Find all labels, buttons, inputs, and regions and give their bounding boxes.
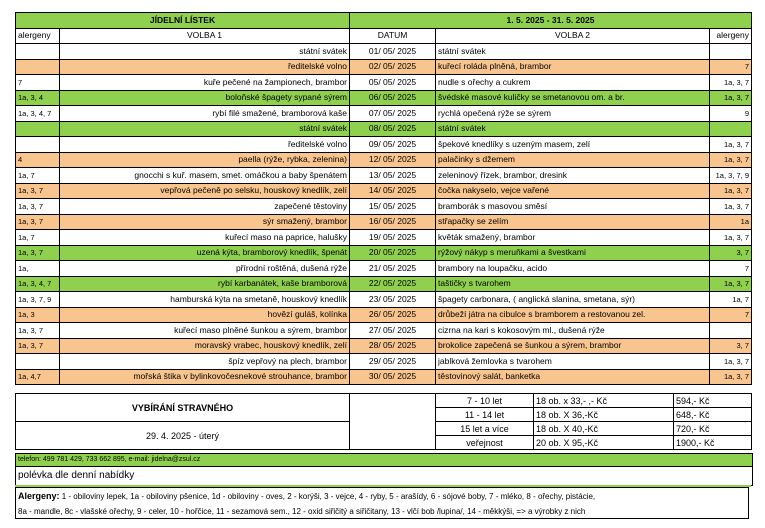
option1-cell: zapečené těstoviny xyxy=(60,199,350,215)
option1-cell: vepřová pečeně po selsku, houskový knedlík, zelí xyxy=(60,183,350,199)
option2-cell: státní svátek xyxy=(436,44,710,60)
allergen-line1: 1 - obiloviny lepek, 1a - obiloviny pšenice, 1d - obiloviny - oves, 2 - korýši, 3 - vejce, 4 - ryby, 5 - arašídy, 6 - sójové boby, 7 - mléko, 8 - ořechy, pistácie, xyxy=(59,492,596,501)
date-cell: 12/ 05/ 2025 xyxy=(350,152,436,168)
allergens-left-cell: 1a, 3, 7 xyxy=(16,323,60,339)
date-cell: 02/ 05/ 2025 xyxy=(350,59,436,75)
allergens-left-cell: 1a, 3, 7 xyxy=(16,199,60,215)
menu-row xyxy=(16,214,752,230)
date-cell: 16/ 05/ 2025 xyxy=(350,214,436,230)
menu-row xyxy=(16,261,752,277)
col-allergens-right: alergeny xyxy=(710,28,752,44)
allergens-left-cell: 7 xyxy=(16,75,60,91)
option1-cell: hovězí guláš, kolínka xyxy=(60,307,350,323)
option2-cell: jablková žemlovka s tvarohem xyxy=(436,354,710,370)
price-calc: 18 ob. X 40,-Kč xyxy=(534,422,674,436)
date-cell: 05/ 05/ 2025 xyxy=(350,75,436,91)
menu-period: 1. 5. 2025 - 31. 5. 2025 xyxy=(350,13,752,29)
contact-line: telefon: 499 781 429, 733 662 895, e-mail: jidelna@zsul.cz xyxy=(15,453,753,467)
allergens-right-cell: 1a, 3, 7 xyxy=(710,199,752,215)
allergen-legend xyxy=(15,487,749,519)
price-total: 648,- Kč xyxy=(674,408,752,422)
option1-cell: sýr smažený, brambor xyxy=(60,214,350,230)
option1-cell: paella (rýže, rybka, zelenina) xyxy=(60,152,350,168)
menu-row xyxy=(16,137,752,153)
option1-cell: ředitelské volno xyxy=(60,59,350,75)
date-cell: 08/ 05/ 2025 xyxy=(350,121,436,137)
allergens-left-cell xyxy=(16,121,60,137)
menu-row xyxy=(16,199,752,215)
date-cell: 22/ 05/ 2025 xyxy=(350,276,436,292)
option1-cell: hamburská kýta na smetaně, houskový knedlík xyxy=(60,292,350,308)
price-group: veřejnost xyxy=(436,436,534,450)
allergens-left-cell: 1a, 3, 7 xyxy=(16,338,60,354)
allergens-left-cell: 1a, 3, 4, 7 xyxy=(16,276,60,292)
date-cell: 01/ 05/ 2025 xyxy=(350,44,436,60)
date-cell: 06/ 05/ 2025 xyxy=(350,90,436,106)
allergen-label: Alergeny: xyxy=(18,491,60,501)
allergens-right-cell: 7 xyxy=(710,261,752,277)
allergens-right-cell xyxy=(710,44,752,60)
allergens-right-cell xyxy=(710,121,752,137)
allergens-right-cell: 7 xyxy=(710,59,752,75)
option1-cell: moravský vrabec, houskový knedlík, zelí xyxy=(60,338,350,354)
date-cell: 14/ 05/ 2025 xyxy=(350,183,436,199)
allergens-right-cell: 3, 7 xyxy=(710,245,752,261)
allergens-right-cell: 1a xyxy=(710,214,752,230)
allergens-left-cell: 4 xyxy=(16,152,60,168)
price-group: 7 - 10 let xyxy=(436,394,534,408)
option2-cell: špagety carbonara, ( anglická slanina, smetana, sýr) xyxy=(436,292,710,308)
option1-cell: kuře pečené na žampionech, brambor xyxy=(60,75,350,91)
allergens-right-cell: 1a, 3, 7 xyxy=(710,183,752,199)
allergens-right-cell: 1a, 3, 7 xyxy=(710,230,752,246)
allergens-left-cell: 1a, 7 xyxy=(16,230,60,246)
date-cell: 20/ 05/ 2025 xyxy=(350,245,436,261)
col-option2: VOLBA 2 xyxy=(436,28,710,44)
menu-row xyxy=(16,152,752,168)
allergens-left-cell: 1a, 3, 4, 7 xyxy=(16,106,60,122)
date-cell: 21/ 05/ 2025 xyxy=(350,261,436,277)
option1-cell: špíz vepřový na plech, brambor xyxy=(60,354,350,370)
menu-row xyxy=(16,75,752,91)
allergens-right-cell: 1a, 3, 7 xyxy=(710,75,752,91)
allergens-left-cell: 1a, 3, 7 xyxy=(16,183,60,199)
allergens-left-cell: 1a, 3, 7 xyxy=(16,245,60,261)
option1-cell: kuřecí maso na paprice, halušky xyxy=(60,230,350,246)
date-cell: 19/ 05/ 2025 xyxy=(350,230,436,246)
title-row xyxy=(16,13,752,29)
price-calc: 20 ob. X 95,-Kč xyxy=(534,436,674,450)
option1-cell: rybí karbanátek, kaše bramborová xyxy=(60,276,350,292)
option1-cell: kuřecí maso plněné šunkou a sýrem, brambor xyxy=(60,323,350,339)
allergens-right-cell: 1a, 3, 7 xyxy=(710,137,752,153)
menu-row xyxy=(16,323,752,339)
option1-cell: ředitelské volno xyxy=(60,137,350,153)
option2-cell: květák smažený, brambor xyxy=(436,230,710,246)
date-cell: 27/ 05/ 2025 xyxy=(350,323,436,339)
option2-cell: čočka nakyselo, vejce vařené xyxy=(436,183,710,199)
date-cell: 29/ 05/ 2025 xyxy=(350,354,436,370)
option2-cell: drůbeží játra na cibulce s bramborem a restovanou zel. xyxy=(436,307,710,323)
allergens-left-cell: 1a, xyxy=(16,261,60,277)
option1-cell: státní svátek xyxy=(60,44,350,60)
option1-cell: uzená kýta, bramborový knedlík, špenát xyxy=(60,245,350,261)
selection-price-table xyxy=(15,393,752,450)
price-spacer xyxy=(350,394,436,450)
menu-row xyxy=(16,230,752,246)
option2-cell: rýžový nákyp s meruňkami a švestkami xyxy=(436,245,710,261)
menu-row xyxy=(16,121,752,137)
allergens-left-cell: 1a, 3, 7, 9 xyxy=(16,292,60,308)
option2-cell: státní svátek xyxy=(436,121,710,137)
menu-row xyxy=(16,44,752,60)
menu-row xyxy=(16,90,752,106)
allergens-left-cell xyxy=(16,354,60,370)
menu-row xyxy=(16,168,752,184)
date-cell: 23/ 05/ 2025 xyxy=(350,292,436,308)
option2-cell: rychlá opečená rýže se sýrem xyxy=(436,106,710,122)
price-calc: 18 ob. x 33,- ,- Kč xyxy=(534,394,674,408)
option1-cell: gnocchi s kuř. masem, smet. omáčkou a baby špenátem xyxy=(60,168,350,184)
date-cell: 07/ 05/ 2025 xyxy=(350,106,436,122)
menu-row xyxy=(16,354,752,370)
menu-row xyxy=(16,307,752,323)
option2-cell: špekové knedlíky s uzeným masem, zelí xyxy=(436,137,710,153)
allergens-left-cell xyxy=(16,137,60,153)
selection-label: VYBÍRÁNÍ STRAVNÉHO xyxy=(16,394,350,422)
price-total: 594,- Kč xyxy=(674,394,752,408)
option2-cell: brambory na loupačku, acido xyxy=(436,261,710,277)
col-allergens-left: alergeny xyxy=(16,28,60,44)
date-cell: 13/ 05/ 2025 xyxy=(350,168,436,184)
menu-row xyxy=(16,276,752,292)
allergens-right-cell: 9 xyxy=(710,106,752,122)
date-cell: 28/ 05/ 2025 xyxy=(350,338,436,354)
option1-cell: státní svátek xyxy=(60,121,350,137)
allergens-left-cell xyxy=(16,44,60,60)
option2-cell: cizrna na kari s kokosovým ml., dušená rýže xyxy=(436,323,710,339)
option2-cell: taštičky s tvarohem xyxy=(436,276,710,292)
option1-cell: boloňské špagety sypané sýrem xyxy=(60,90,350,106)
option2-cell: bramborák s masovou směsí xyxy=(436,199,710,215)
menu-row xyxy=(16,59,752,75)
option2-cell: zeleninový řízek, brambor, dresink xyxy=(436,168,710,184)
menu-row xyxy=(16,292,752,308)
option1-cell: mořská štika v bylinkovočesnekové strouhance, brambor xyxy=(60,369,350,385)
allergens-right-cell: 1a, 3, 7 xyxy=(710,152,752,168)
allergens-right-cell: 1a, 3, 7 xyxy=(710,369,752,385)
option2-cell: palačinky s džemem xyxy=(436,152,710,168)
menu-sheet xyxy=(15,12,751,385)
price-total: 1900,- Kč xyxy=(674,436,752,450)
option1-cell: rybí filé smažené, bramborová kaše xyxy=(60,106,350,122)
date-cell: 09/ 05/ 2025 xyxy=(350,137,436,153)
menu-row xyxy=(16,338,752,354)
allergens-right-cell: 1a, 3, 7 xyxy=(710,276,752,292)
option2-cell: kuřecí roláda plněná, brambor xyxy=(436,59,710,75)
col-option1: VOLBA 1 xyxy=(60,28,350,44)
option2-cell: těstovinový salát, banketka xyxy=(436,369,710,385)
menu-row xyxy=(16,183,752,199)
option1-cell: přírodní roštěná, dušená rýže xyxy=(60,261,350,277)
selection-date: 29. 4. 2025 - úterý xyxy=(16,422,350,450)
allergens-right-cell: 1a, 3, 7 xyxy=(710,90,752,106)
allergens-right-cell xyxy=(710,323,752,339)
bottom-section xyxy=(15,393,751,450)
price-total: 720,- Kč xyxy=(674,422,752,436)
allergens-left-cell: 1a, 3, 4 xyxy=(16,90,60,106)
menu-title: JÍDELNÍ LÍSTEK xyxy=(16,13,350,29)
col-date: DATUM xyxy=(350,28,436,44)
allergens-left-cell xyxy=(16,59,60,75)
option2-cell: střapačky se zelím xyxy=(436,214,710,230)
menu-row xyxy=(16,369,752,385)
header-row xyxy=(16,28,752,44)
allergens-left-cell: 1a, 4,7 xyxy=(16,369,60,385)
allergens-right-cell: 7 xyxy=(710,307,752,323)
date-cell: 30/ 05/ 2025 xyxy=(350,369,436,385)
price-calc: 18 ob. X 36,-Kč xyxy=(534,408,674,422)
allergens-left-cell: 1a, 3 xyxy=(16,307,60,323)
allergens-left-cell: 1a, 7 xyxy=(16,168,60,184)
menu-row xyxy=(16,245,752,261)
option2-cell: nudle s ořechy a cukrem xyxy=(436,75,710,91)
allergens-right-cell: 1a, 3, 7 xyxy=(710,354,752,370)
date-cell: 26/ 05/ 2025 xyxy=(350,307,436,323)
allergens-right-cell: 1a, 3, 7, 9 xyxy=(710,168,752,184)
date-cell: 15/ 05/ 2025 xyxy=(350,199,436,215)
allergens-right-cell: 3, 7 xyxy=(710,338,752,354)
option2-cell: brokolice zapečená se šunkou a sýrem, brambor xyxy=(436,338,710,354)
soup-note: polévka dle denní nabídky xyxy=(15,466,753,486)
option2-cell: švédské masové kuličky se smetanovou om. a br. xyxy=(436,90,710,106)
menu-table xyxy=(15,12,752,385)
price-group: 11 - 14 let xyxy=(436,408,534,422)
allergens-right-cell: 1a, 7 xyxy=(710,292,752,308)
allergen-line2: 8a - mandle, 8c - vlašské ořechy, 9 - celer, 10 - hořčice, 11 - sezamová sem., 12 - oxid siřičitý a siřičitany, 13 - vlčí bob /lupina/, 14 - měkkýši, => a výrobky z nich xyxy=(18,507,586,516)
price-group: 15 let a více xyxy=(436,422,534,436)
menu-row xyxy=(16,106,752,122)
allergens-left-cell: 1a, 3, 7 xyxy=(16,214,60,230)
